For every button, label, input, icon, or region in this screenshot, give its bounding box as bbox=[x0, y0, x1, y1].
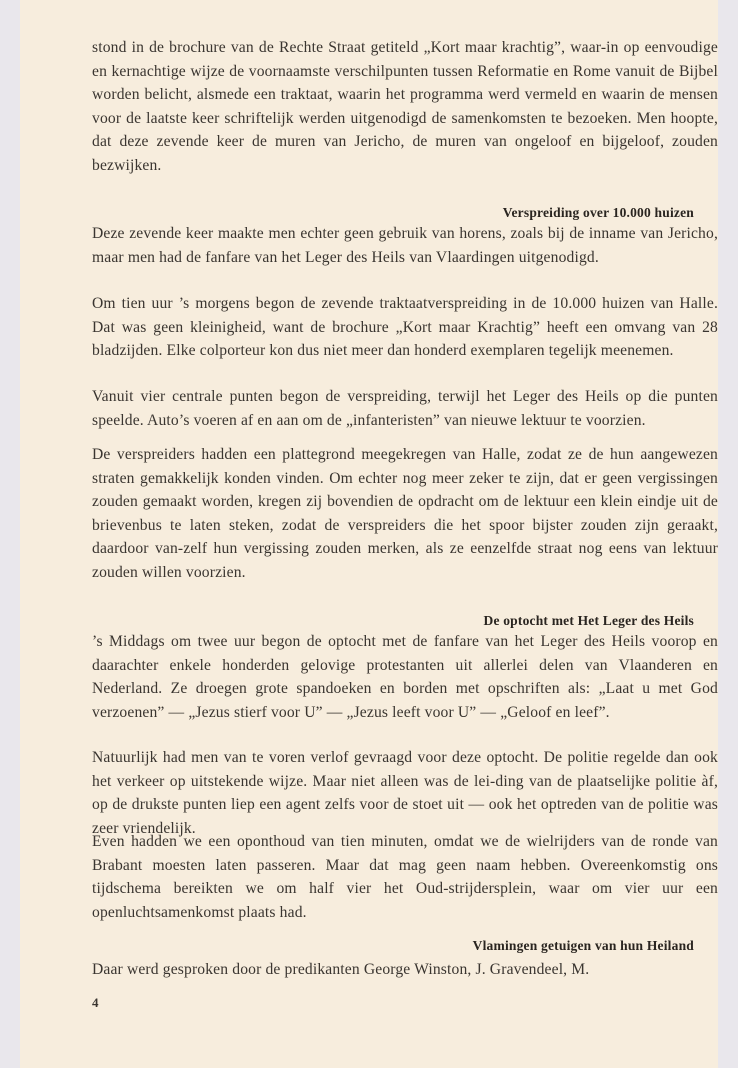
paragraph-plattegrond: De verspreiders hadden een plattegrond meegekregen van Halle, zodat ze de hun aangewezen straten gemakkelijk konden vinden. Om echter nog meer zeker te zijn, dat er geen vergissingen zouden gemaakt worden, kregen zij bovendien de opdracht om de lektuur een klein eindje uit de brievenbus te laten steken, zodat de verspreiders die het spoor bijster zouden zijn geraakt, daardoor van-zelf hun vergissing zouden merken, als ze eenzelfde straat nog eens van lektuur zouden willen voorzien. bbox=[92, 446, 718, 581]
paragraph-predikanten: Daar werd gesproken door de predikanten George Winston, J. Gravendeel, M. bbox=[92, 961, 590, 978]
section-heading-optocht: De optocht met Het Leger des Heils bbox=[483, 613, 694, 628]
paragraph-oponthoud: Even hadden we een oponthoud van tien minuten, omdat we de wielrijders van de ronde van Brabant moesten laten passeren. Maar dat mag geen naam hebben. Overeenkomstig ons tijdschema bereikten we om half vier het Oud-strijdersplein, waar om vier uur een openluchtsamenkomst plaats had. bbox=[92, 833, 718, 921]
page-number: 4 bbox=[92, 995, 99, 1010]
document-page bbox=[20, 0, 718, 1068]
section-heading-verspreiding: Verspreiding over 10.000 huizen bbox=[502, 205, 694, 220]
section-heading-vlamingen: Vlamingen getuigen van hun Heiland bbox=[472, 938, 694, 953]
paragraph-politie: Natuurlijk had men van te voren verlof gevraagd voor deze optocht. De politie regelde dan ook het verkeer op uitstekende wijze. Maar niet alleen was de lei-ding van de plaatselijke politie àf, op de drukste punten liep een agent zelfs voor de stoet uit — ook het optreden van de politie was zeer vriendelijk. bbox=[92, 749, 718, 837]
paragraph-fanfare: Deze zevende keer maakte men echter geen gebruik van horens, zoals bij de inname van Jericho, maar men had de fanfare van het Leger des Heils van Vlaardingen uitgenodigd. bbox=[92, 225, 718, 266]
paragraph-optocht: ’s Middags om twee uur begon de optocht met de fanfare van het Leger des Heils voorop en daarachter enkele honderden gelovige protestanten uit allerlei delen van Vlaanderen en Nederland. Ze droegen grote spandoeken en borden met opschriften als: „Laat u met God verzoenen” — „Jezus stierf voor U” — „Jezus leeft voor U” — „Geloof en leef”. bbox=[92, 633, 718, 721]
paragraph-traktaatverspreiding: Om tien uur ’s morgens begon de zevende traktaatverspreiding in de 10.000 huizen van Halle. Dat was geen kleinigheid, want de brochure „Kort maar Krachtig” heeft een omvang van 28 bladzijden. Elke colporteur kon dus niet meer dan honderd exemplaren tegelijk meenemen. bbox=[92, 295, 718, 360]
paragraph-intro: stond in de brochure van de Rechte Straat getiteld „Kort maar krachtig”, waar-in op eenvoudige en kernachtige wijze de voornaamste verschilpunten tussen Reformatie en Rome vanuit de Bijbel worden belicht, alsmede een traktaat, waarin het programma werd vermeld en waarin de mensen voor de laatste keer schriftelijk werden uitgenodigd de samenkomsten te bezoeken. Men hoopte, dat deze zevende keer de muren van Jericho, de muren van ongeloof en bijgeloof, zouden bezwijken. bbox=[92, 39, 718, 174]
paragraph-centrale-punten: Vanuit vier centrale punten begon de verspreiding, terwijl het Leger des Heils op die punten speelde. Auto’s voeren af en aan om de „infanteristen” van nieuwe lektuur te voorzien. bbox=[92, 388, 718, 429]
